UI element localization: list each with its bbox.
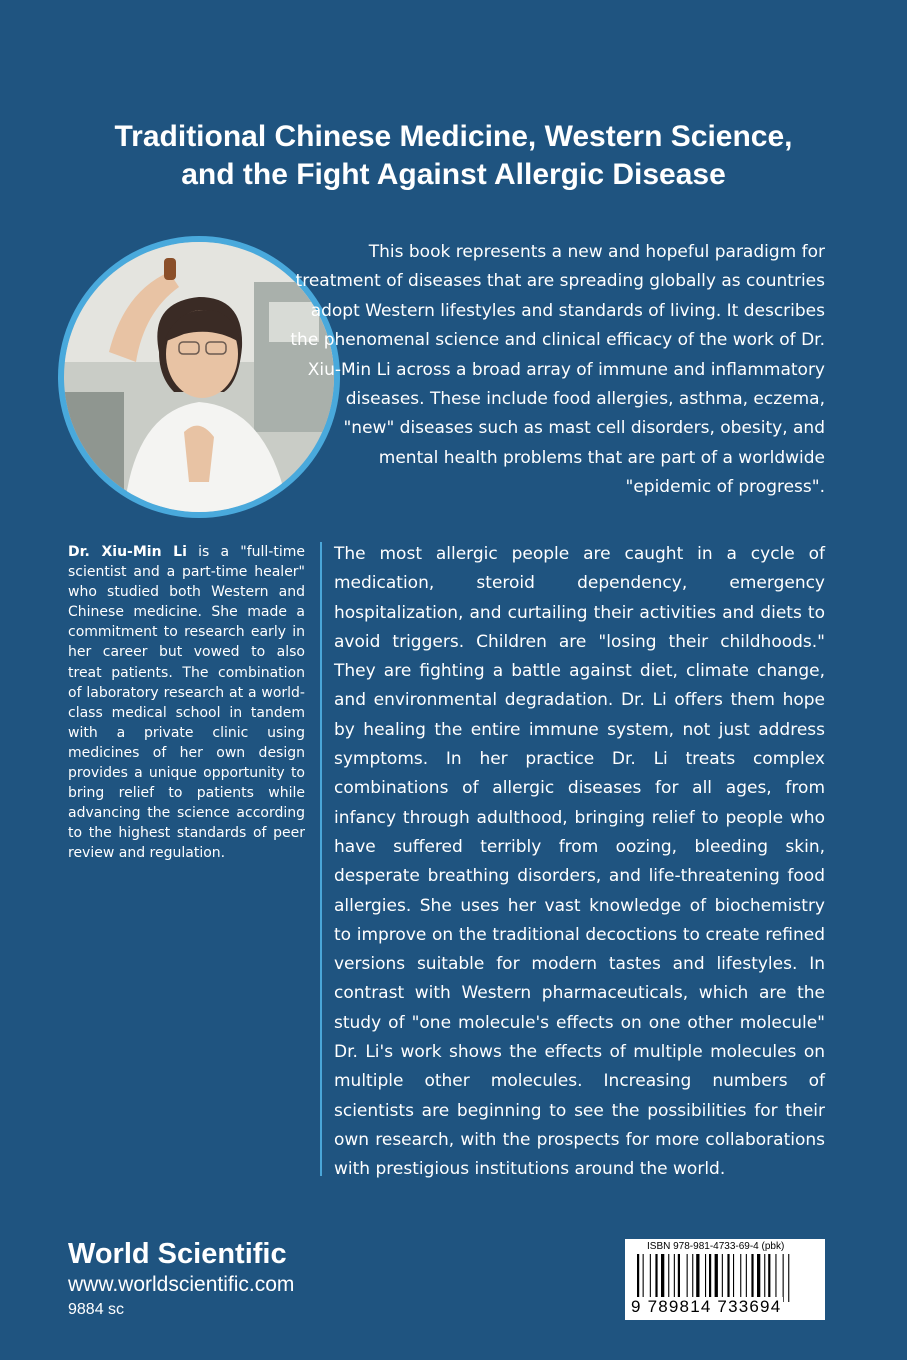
barcode-bar: [783, 1254, 784, 1302]
isbn-barcode: [625, 1239, 825, 1320]
barcode-bar: [764, 1254, 765, 1302]
main-description: The most allergic people are caught in a cycle of medication, steroid dependency, emergency hospitalization, and curtailing their activities and diets to avoid triggers. Children are "losing their childhoods." They are fighting a battle against diet, climate change, and environmental degradation. Dr. Li offers them hope by healing the entire immune system, not just address symptoms. In her practice Dr. Li treats complex combinations of allergic diseases for all ages, from infancy through adulthood, bringing relief to people who have suffered terribly from oozing, bleeding skin, desperate breathing disorders, and life-threatening food allergies. She uses her vast knowledge of biochemistry to improve on the traditional decoctions to create refined versions suitable for modern tastes and lifestyles. In contrast with Western pharmaceuticals, which are the study of "one molecule's effects on one other molecule" Dr. Li's work shows the effects of multiple molecules on multiple other molecules. Increasing numbers of scientists are beginning to see the possibilities for their own research, with the prospects for more collaborations with prestigious institutions around the world.: [334, 544, 825, 1180]
barcode-digits: 9 789814 733694: [631, 1297, 782, 1316]
product-code: 9884 sc: [68, 1301, 125, 1318]
barcode-bar: [687, 1254, 688, 1302]
barcode-bar: [768, 1254, 770, 1302]
barcode-bar: [727, 1254, 729, 1302]
barcode-bar: [751, 1254, 753, 1302]
barcode-bar: [788, 1254, 789, 1302]
barcode-bar: [705, 1254, 706, 1302]
intro-paragraph: This book represents a new and hopeful paradigm for treatment of diseases that are spreading globally as countries adopt Western lifestyles and standards of living. It describes the phenomenal science and clinical efficacy of the work of Dr. Xiu-Min Li across a broad array of immune and inflammatory diseases. These include food allergies, asthma, eczema, "new" diseases such as mast cell disorders, obesity, and mental health problems that are part of a worldwide "epidemic of progress".: [290, 242, 825, 498]
barcode-bar: [692, 1254, 693, 1302]
barcode-bar: [746, 1254, 747, 1302]
barcode-bar: [775, 1254, 776, 1302]
barcode-bar: [637, 1254, 639, 1302]
barcode-bar: [643, 1254, 644, 1302]
title-line-2: and the Fight Against Allergic Disease: [181, 158, 726, 191]
isbn-label: ISBN 978-981-4733-69-4 (pbk): [647, 1241, 785, 1252]
barcode-bar: [696, 1254, 699, 1302]
barcode-bar: [722, 1254, 723, 1302]
barcode-bar: [715, 1254, 718, 1302]
barcode-bar: [655, 1254, 657, 1302]
barcode-bar: [674, 1254, 675, 1302]
author-name: Dr. Xiu-Min Li: [68, 544, 187, 560]
publisher-name: World Scientific: [68, 1238, 287, 1270]
book-title: [40, 118, 867, 194]
barcode-bar: [733, 1254, 734, 1302]
barcode-bar: [661, 1254, 664, 1302]
barcode-bar: [740, 1254, 741, 1302]
publisher-block: [68, 1236, 294, 1322]
barcode-bar: [678, 1254, 680, 1302]
column-divider: [320, 542, 322, 1176]
publisher-url: www.worldscientific.com: [68, 1273, 295, 1296]
author-bio-text: is a "full-time scientist and a part-time healer" who studied both Western and Chinese medicine. She made a commitment to research early in her career but vowed to also treat patients. The combination of laboratory research at a world-class medical school in tandem with a private clinic using medicines of her own design provides a unique opportunity to bring relief to patients while advancing the science according to the highest standards of peer review and regulation.: [68, 544, 305, 862]
barcode-bar: [650, 1254, 651, 1302]
barcode-bar: [709, 1254, 711, 1302]
barcode-bar: [668, 1254, 669, 1302]
barcode-bar: [757, 1254, 760, 1302]
author-bio: [68, 542, 305, 864]
title-line-1: Traditional Chinese Medicine, Western Science,: [114, 120, 793, 153]
